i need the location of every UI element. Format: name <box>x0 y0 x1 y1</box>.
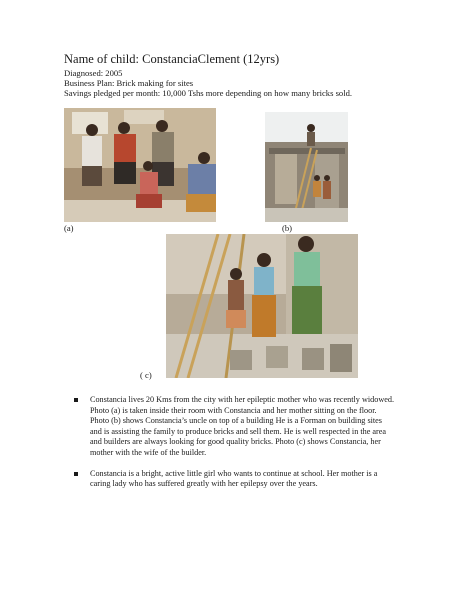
description-list <box>64 395 394 500</box>
caption-c: ( c) <box>140 370 152 380</box>
photo-c <box>166 234 358 378</box>
bullet-icon <box>74 472 78 476</box>
business-plan-line: Business Plan: Brick making for sites <box>64 78 194 88</box>
list-item <box>64 469 394 490</box>
list-item <box>64 395 394 459</box>
bullet-text: Constancia lives 20 Kms from the city with her epileptic mother who was recently widowed. Photo (a) is taken inside their room with Constancia and her mother sitting on the floor. Photo (b) shows Constancia’s uncle on top of a building He is a Forman on building sites and is assisting the family to produce bricks and sell them. He is well respected in the area and builders are always looking for good quality bricks. Photo (c) shows Constancia, her mother with the wife of the builder. <box>90 395 395 457</box>
bullet-text: Constancia is a bright, active little girl who wants to continue at school. Her mother is a caring lady who has suffered greatly with her epilepsy over the years. <box>90 468 378 489</box>
bullet-icon <box>74 398 78 402</box>
photo-a <box>64 108 216 222</box>
caption-a: (a) <box>64 223 74 233</box>
photo-b <box>265 112 348 222</box>
diagnosed-line: Diagnosed: 2005 <box>64 68 123 78</box>
savings-line: Savings pledged per month: 10,000 Tshs more depending on how many bricks sold. <box>64 88 353 98</box>
page-title: Name of child: ConstanciaClement (12yrs) <box>64 52 280 66</box>
caption-b: (b) <box>282 223 293 233</box>
